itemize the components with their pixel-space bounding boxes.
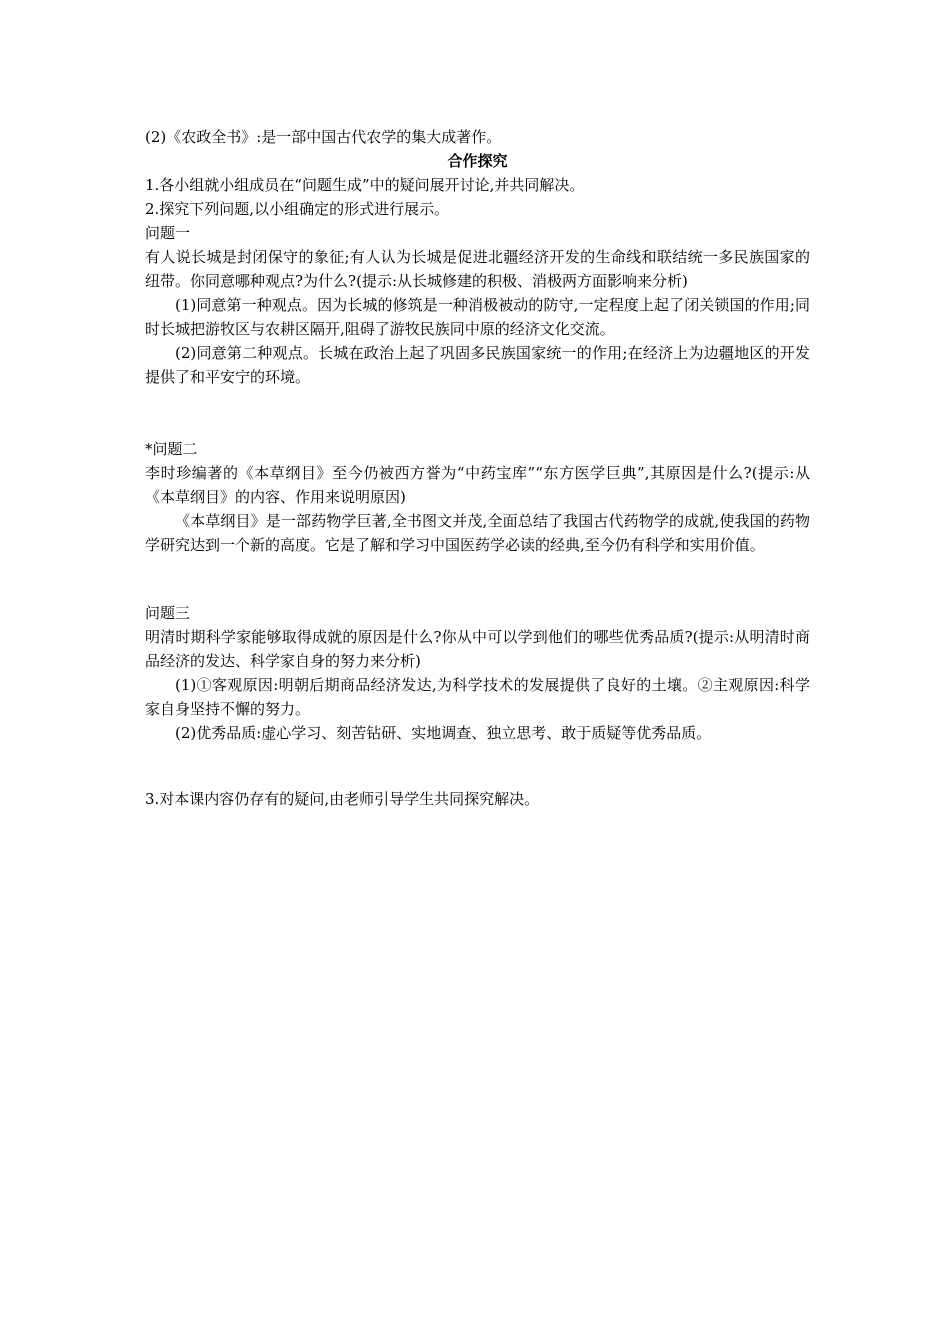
step-3: 3.对本课内容仍存有的疑问,由老师引导学生共同探究解决。 bbox=[145, 790, 540, 808]
document-page bbox=[145, 125, 810, 811]
question-1-text: 有人说长城是封闭保守的象征;有人认为长城是促进北疆经济开发的生命线和联结统一多民族国家的纽带。你同意哪种观点?为什么?(提示:从长城修建的积极、消极两方面影响来分析) bbox=[145, 248, 810, 290]
question-3-answer-1: (1)①客观原因:明朝后期商品经济发达,为科学技术的发展提供了良好的土壤。②主观原因:科学家自身坚持不懈的努力。 bbox=[145, 676, 810, 718]
step-1: 1.各小组就小组成员在“问题生成”中的疑问展开讨论,并共同解决。 bbox=[145, 176, 585, 194]
question-3-text: 明清时期科学家能够取得成就的原因是什么?你从中可以学到他们的哪些优秀品质?(提示:从明清时商品经济的发达、科学家自身的努力来分析) bbox=[145, 628, 810, 670]
question-3-answer-2: (2)优秀品质:虚心学习、刻苦钻研、实地调查、独立思考、敢于质疑等优秀品质。 bbox=[175, 724, 712, 742]
question-2-label: *问题二 bbox=[145, 440, 198, 458]
spacer bbox=[145, 389, 810, 437]
question-3-label: 问题三 bbox=[145, 604, 191, 622]
spacer bbox=[145, 745, 810, 787]
question-2-text: 李时珍编著的《本草纲目》至今仍被西方誉为“中药宝库”“东方医学巨典”,其原因是什么?(提示:从《本草纲目》的内容、作用来说明原因) bbox=[145, 464, 810, 506]
section-title: 合作探究 bbox=[447, 152, 508, 170]
question-1-answer-1: (1)同意第一种观点。因为长城的修筑是一种消极被动的防守,一定程度上起了闭关锁国的作用;同时长城把游牧区与农耕区隔开,阻碍了游牧民族同中原的经济文化交流。 bbox=[145, 296, 810, 338]
intro-line: (2)《农政全书》:是一部中国古代农学的集大成著作。 bbox=[145, 128, 502, 146]
question-1-answer-2: (2)同意第二种观点。长城在政治上起了巩固多民族国家统一的作用;在经济上为边疆地区的开发提供了和平安宁的环境。 bbox=[145, 344, 810, 386]
question-2-answer: 《本草纲目》是一部药物学巨著,全书图文并茂,全面总结了我国古代药物学的成就,使我国的药物学研究达到一个新的高度。它是了解和学习中国医药学必读的经典,至今仍有科学和实用价值。 bbox=[145, 512, 810, 554]
spacer bbox=[145, 557, 810, 601]
question-1-label: 问题一 bbox=[145, 224, 191, 242]
step-2: 2.探究下列问题,以小组确定的形式进行展示。 bbox=[145, 200, 450, 218]
